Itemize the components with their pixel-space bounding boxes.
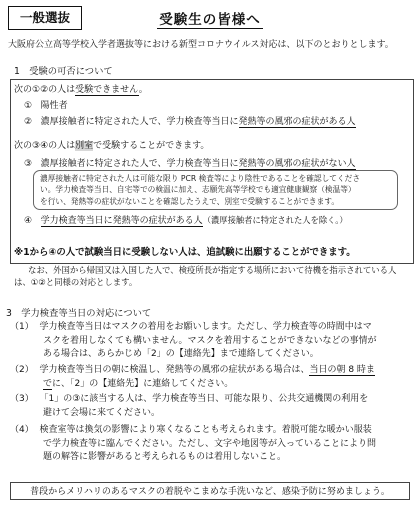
item-2: ② 濃厚接触者に特定された人で、学力検査等当日に発熱等の風邪の症状がある人	[24, 117, 356, 127]
item3-note: 濃厚接触者に特定された人は可能な限り PCR 検査等により陰性であることを確認してくださ い。学力検査等当日、自宅等での検温に加え、志願先高等学校でも適宜健康観察（検温等） を行い、発熱等の症状がないことを確認したうえで、別室で受験することができます。	[33, 170, 398, 210]
paragraph-3: （3） 「1」の③に該当する人は、学力検査等当日、可能な限り、公共交通機関の利用を 避けて会場に来てください。	[10, 394, 369, 418]
paragraph-4: （4） 検査室等は換気の影響により寒くなることも考えられます。着脱可能な暖かい服装 で学力検査等に臨んでください。ただし、文字や地図等が入っていることにより問 題の解答に影響があると考えられるものは着用しないこと。	[10, 425, 377, 463]
prevention-reminder: 普段からメリハリのあるマスクの着脱やこまめな手洗いなど、感染予防に努めましょう。	[10, 482, 410, 500]
group1-lead: 次の①②の人は受験できません。	[14, 85, 148, 95]
paragraph-2: （2） 学力検査等当日の朝に検温し、発熱等の風邪の症状がある場合は、当日の朝 8 時ま でに、「2」の【連絡先】に連絡してください。	[10, 365, 375, 389]
category-tag: 一般選抜	[8, 6, 82, 30]
section1-heading: 1 受験の可否について	[14, 66, 113, 77]
overseas-note: なお、外国から帰国又は入国した人で、検疫所長が指定する場所において待機を指示されている人 は、①②と同様の対応とします。	[14, 265, 397, 287]
item-1: ① 陽性者	[24, 101, 68, 111]
page-title: 受験生の皆様へ	[159, 12, 261, 28]
section3-heading: 3 学力検査等当日の対応について	[6, 308, 152, 319]
item-4: ④ 学力検査等当日に発熱等の症状がある人（濃厚接触者に特定された人を除く。）	[24, 215, 348, 226]
retest-notice: ※1から④の人で試験当日に受験しない人は、追試験に出願することができます。	[14, 247, 356, 258]
paragraph-1: （1） 学力検査等当日はマスクの着用をお願いします。ただし、学力検査等の時間中はマ スクを着用しなくても構いません。マスクを着用することができないなどの事情が ある場合は、あらかじめ「2」の【連絡先】まで連絡してください。	[10, 322, 377, 360]
intro-text: 大阪府公立高等学校入学者選抜等における新型コロナウイルス対応は、以下のとおりとします。	[8, 40, 394, 50]
group2-lead: 次の③④の人は別室で受験することができます。	[14, 141, 210, 151]
item-3: ③ 濃厚接触者に特定された人で、学力検査等当日に発熱等の風邪の症状がない人	[24, 159, 356, 169]
